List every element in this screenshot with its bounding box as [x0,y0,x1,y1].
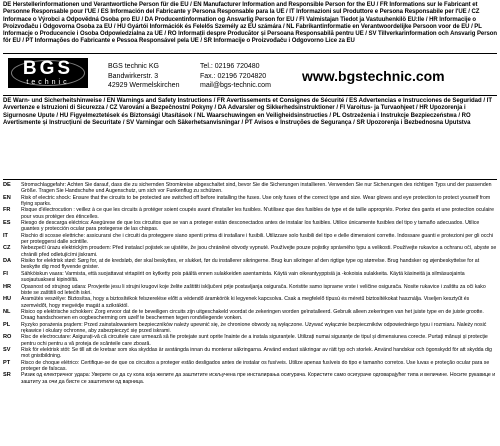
language-code: EN [3,194,11,201]
language-code: SV [3,346,11,353]
logo-brand: BGS [22,58,74,79]
safety-text: Ryzyko porażenia prądem: Przed zainstalowaniem bezpieczników należy upewnić się, że chronione obwody są wyłączone. Używać wyłącznie bezpieczników odpowiedniego typu i rozmiaru. Należy nosić rękawice i okulary ochronne, aby zabezpieczyć się przed iskrami. [21,321,487,334]
company-city: 42929 Wermelskirchen [108,82,180,89]
language-code: DE [3,182,11,188]
company-fax: Fax.: 02196 7204820 [200,72,267,80]
safety-row [3,245,497,258]
bgs-logo [8,58,88,88]
language-code: SR [3,372,11,379]
safety-text: Opasnost od strujnog udara: Provjerite jesu li strujni krugovi koje želite zaštititi isključeni prije postavljanja osigurača. Koristite samo ispravne vrste i veličine osigurača. Nosite rukavice i zaštitu za oči kako biste se zaštitili od letećih iskri. [21,283,486,296]
language-code: IT [3,232,8,239]
language-code: ES [3,220,11,227]
safety-text: Risiko for elektrisk stød: Sørg for, at de kredsløb, der skal beskyttes, er slukket, før du installerer sikringerne. Brug kun sikringer af den rigtige type og størrelse. Brug handsker og øjenbeskyttelse for at beskytte dig mod flyvende gnister. [21,258,480,271]
safety-row [3,372,497,385]
language-code: PT [3,359,11,366]
safety-row [3,233,497,246]
safety-text: Áramütés veszélye: Biztosítsa, hogy a biztosítékok felszerelése előtt a védendő áramkörök ki legyenek kapcsolva. Csak a megfelelő típusú és méretű biztosítékokat használja. Viseljen kesztyűt és szemvédőt, hogy megvédje magát a szikráktól. [21,296,470,309]
company-tel: Tel.: 02196 720480 [200,63,260,70]
language-code: PL [3,321,11,328]
safety-title: DE Warn- und Sicherheitshinweise / EN Warnings and Safety Instructions / FR Avertissements et Consignes de Sécurité / ES Advertencias e Instrucciones de Seguridad / IT Avvertenze e Istruzioni di Sicurezza / CZ Varování a Bezpečnostní Pokyny / DA Advarsler og Sikkerhedsinstruktioner / FI Varoitus- ja Turvaohjeet / HR Upozorenja i Sigurnosne Upute / HU Figyelmeztetések és Biztonsági Utasítások / NL Waarschuwingen en Veiligheidsinstructies / PL Ostrzeżenia i Instrukcje Bezpieczeństwa / RO Avertismente și Instrucțiuni de Securitate / SV Varningar och Säkerhetsanvisningar / PT Avisos e Instruções de Segurança / SR Upozorenja i Bezbednosna Uputstva [3,98,493,126]
logo-ring [11,60,85,86]
responsible-person-heading: DE Herstellerinformationen und Verantwortliche Person für die EU / EN Manufacturer Information and Responsible Person for the EU / FR Informations sur le Fabricant et Personne Responsable pour l'UE / ES Información del Fabricante y Persona Responsable para la UE / IT Informazioni sul Produttore e Persona Responsabile per l'UE / CZ Informace o Výrobci a Odpovědná Osoba pro EU / DA Producentinformation og Ansvarlig Person for EU / FI Valmistajan Tiedot ja Vastuuhenkilö EU:lle / HR Informacije o Proizvođaču i Odgovorna Osoba za EU / HU Gyártói Információk és Felelős Személy az EU számára / NL Fabrikantinformatie en Verantwoordelijke Persoon voor de EU / PL Informacje o Producencie i Osoba Odpowiedzialna za UE / RO Informații despre Producător și Persoana Responsabilă pentru UE / SV Tillverkarinformation och Ansvarig Person för EU / PT Informações do Fabricante e Pessoa Responsável pela UE / SR Informacije o Proizvođaču i Odgovorno Lice za EU [3,2,498,45]
divider-middle [3,95,497,96]
language-code: FI [3,270,8,277]
language-code: HU [3,296,12,303]
safety-row [3,258,497,271]
safety-text: Rischio di scosse elettriche: assicurarsi che i circuiti da proteggere siano spenti prima di installare i fusibili. Utilizzare solo fusibili del tipo e delle dimensioni corrette. Indossare guanti e protezioni per gli occhi per proteggersi dalle scintille. [21,232,493,246]
language-code: RO [3,334,12,341]
safety-text: Risk of electric shock: Ensure that the circuits to be protected are switched off before installing the fuses. Use only fuses of the correct type and size. Wear gloves and eye protection to protect yourself from flying sparks. [21,194,491,208]
safety-text: Risc de electrocutare: Asigurați-vă că circuitele care urmează să fie protejate sunt oprite înainte de a instala siguranțele. Utilizați numai siguranțe de tipul și dimensiunea corecte. Purtați mănuși și protecție pentru ochi pentru a vă proteja de scânteile care zboară. [21,334,488,347]
language-code: DA [3,258,12,265]
divider-top [3,53,497,54]
divider-safety [3,179,497,180]
safety-row [3,182,497,195]
safety-text: Risco de choque elétrico: Certifique-se de que os circuitos a proteger estão desligados antes de instalar os fusíveis. Utilize apenas fusíveis do tipo e tamanho corretos. Use luvas e proteção ocular para se proteger de faíscas. [21,359,490,372]
company-contact [200,62,271,91]
safety-row [3,207,497,220]
company-street: Bandwirkerstr. 3 [108,72,159,80]
safety-text: Nebezpečí úrazu elektrickým proudem: Před instalací pojistek se ujistěte, že jsou chráněné obvody vypnuté. Používejte pouze pojistky správného typu a velikosti. Používejte rukavice a ochranu očí, abyste se chránili před odletujícími jiskrami. [21,245,497,258]
company-name: BGS technic KG [108,63,159,70]
safety-row [3,360,497,373]
safety-text: Riesgo de descarga eléctrica: Asegúrese de que los circuitos que se van a proteger están desconectados antes de instalar los fusibles. Utilice únicamente fusibles del tipo y tamaño adecuados. Utilice guantes y protección ocular para protegerse de las chispas. [21,220,480,233]
safety-row [3,347,497,360]
safety-row [3,220,497,233]
safety-row [3,309,497,322]
safety-row [3,334,497,347]
safety-text: Stromschlaggefahr: Achten Sie darauf, dass die zu sichernden Stromkreise abgeschaltet sind, bevor Sie die Sicherungen installieren. Verwenden Sie nur Sicherungen des richtigen Typs und der passenden Größe. Tragen Sie Handschuhe und Augenschutz, um sich vor Funkenflug zu schützen. [21,182,492,195]
safety-row [3,322,497,335]
safety-text: Risque d'électrocution : veillez à ce que les circuits à protéger soient coupés avant d'installer les fusibles. N'utilisez que des fusibles de type et de taille appropriés. Portez des gants et une protection oculaire pour vous protéger des étincelles. [21,207,494,220]
language-code: CZ [3,245,11,252]
safety-row [3,296,497,309]
safety-text: Risico op elektrische schokken: Zorg ervoor dat de te beveiligen circuits zijn uitgeschakeld voordat de zekeringen worden geïnstalleerd. Gebruik alleen zekeringen van het juiste type en de juiste grootte. Draag handschoenen en oogbescherming om uzelf te beschermen tegen rondvliegende vonken. [21,308,484,322]
language-code: FR [3,207,11,214]
language-code: NL [3,308,11,315]
safety-text: Risk för elektrisk stöt: Se till att de kretsar som ska skyddas är avstängda innan du monterar säkringarna. Använd endast säkringar av rätt typ och storlek. Använd handskar och ögonskydd för att skydda dig mot gnistbildning. [21,346,492,360]
safety-row [3,271,497,284]
language-code: HR [3,283,12,290]
safety-row [3,284,497,297]
safety-row [3,195,497,208]
safety-rows [3,182,497,385]
safety-text: Ризик од електричног удара: Уверите се да су кола која желите да заштитите искључена пре инсталирања осигурача. Користите само осигураче одговарајућег типа и величине. Носите рукавице и заштиту за очи да бисте се заштитили од варница. [21,372,496,385]
company-mail[interactable]: mail@bgs-technic.com [200,82,271,89]
logo-tagline: technic [26,79,70,86]
safety-text: Sähköiskun vaara: Varmista, että suojattavat virtapiirit on kytketty pois päältä ennen sulakkeiden asentamista. Käytä vain oikeantyyppisiä ja -kokoisia sulakkeita. Käytä käsineitä ja silmäsuojainta suojautuaksesi kipinöiltä. [21,270,465,284]
company-website[interactable]: www.bgstechnic.com [302,68,445,84]
company-address [108,62,179,91]
